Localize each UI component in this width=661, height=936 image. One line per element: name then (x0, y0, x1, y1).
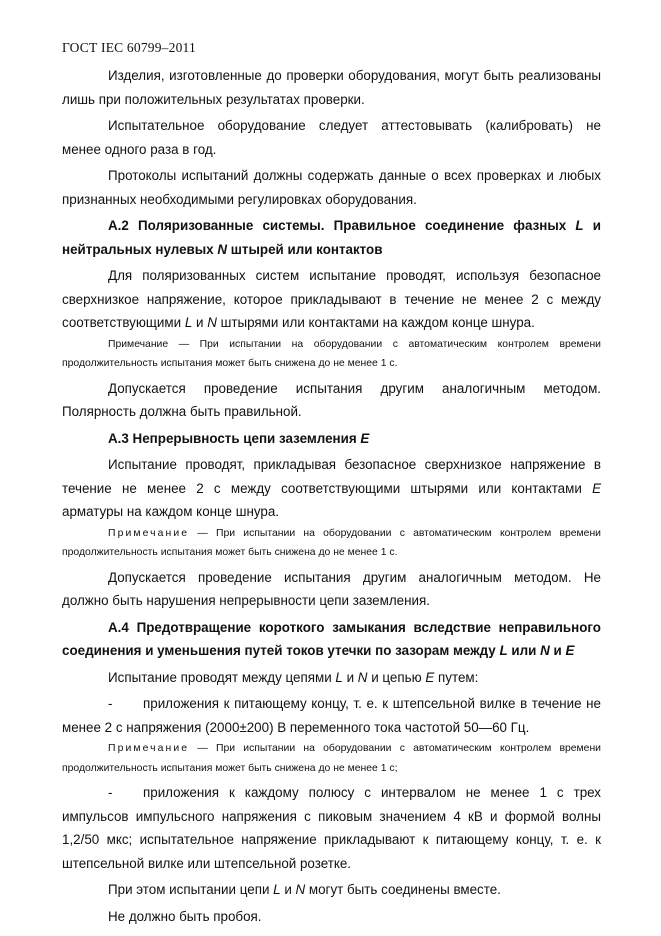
list-line: 1,2/50 мкс; испытательное напряжение прикладывают к питающему концу, т. е. к (62, 832, 601, 847)
note-line: продолжительность испытания может быть снижена до не менее 1 с; (62, 762, 398, 774)
paragraph-short-circuit-test: Испытание проводят между цепями L и N и цепью Е путем: (108, 669, 479, 685)
note-2-continued (62, 543, 601, 563)
list-item-impulse-voltage (62, 781, 601, 875)
text-line: Допускается проведение испытания другим аналогичным методом. Не (108, 569, 601, 585)
list-line: штепсельной вилке или штепсельной розетке. (62, 855, 352, 871)
paragraph-alternative-method-earth (62, 566, 601, 613)
note-2 (62, 524, 601, 544)
text-line: соответствующими L и N штырями или контактами на каждом конце шнура. (62, 315, 535, 330)
note-line: продолжительность испытания может быть снижена до не менее 1 с. (62, 547, 398, 558)
list-line: - приложения к каждому полюсу с интервалом не менее 1 с трех (62, 781, 601, 805)
note-line: Примечание — При испытании на оборудовании с автоматическим контролем времени (108, 527, 601, 539)
list-line: менее 2 с напряжения (2000±200) В переменного тока частотой 50—60 Гц. (62, 719, 530, 735)
note-3 (62, 739, 601, 759)
text-line: признанных необходимыми регулировках оборудования. (62, 191, 417, 207)
text-line: Испытание проводят, прикладывая безопасное сверхнизкое напряжение в (108, 457, 601, 472)
text-line: Протоколы испытаний должны содержать данные о всех проверках и любых (108, 168, 601, 183)
heading-line: соединения и уменьшения путей токов утечки по зазорам между L или N и Е (62, 643, 575, 658)
paragraph-polarized-test (62, 264, 601, 335)
text-line: арматуры на каждом конце шнура. (62, 504, 280, 519)
text-line: должно быть нарушения непрерывности цепи заземления. (62, 593, 430, 608)
text-line: Испытательное оборудование следует аттестовывать (калибровать) не (108, 118, 601, 133)
section-heading-a4 (62, 616, 601, 663)
note-3-continued (62, 759, 601, 779)
text-line: менее одного раза в год. (62, 141, 217, 157)
list-item-ac-voltage (62, 692, 601, 739)
text-line: Изделия, изготовленные до проверки оборудования, могут быть реализованы (108, 68, 601, 83)
document-header: ГОСТ IEC 60799–2011 (62, 40, 196, 55)
note-line: Примечание — При испытании на оборудовании с автоматическим контролем времени (108, 743, 601, 754)
text-line: течение не менее 2 с между соответствующими штырями или контактами Е (62, 480, 601, 496)
list-line: импульсов импульсного напряжения с пиковым значением 4 кВ и формой волны (62, 808, 601, 824)
text-line: лишь при положительных результатах проверки. (62, 91, 365, 107)
paragraph-products-release (62, 64, 601, 111)
text-line: сверхнизкое напряжение, которое прикладывают в течение не менее 2 с между (62, 291, 601, 307)
paragraph-test-protocols (62, 164, 601, 211)
text-line: Допускается проведение испытания другим аналогичным методом. (108, 380, 601, 396)
text-line: Полярность должна быть правильной. (62, 404, 302, 419)
note-1 (62, 335, 601, 355)
note-line: продолжительность испытания может быть снижена до не менее 1 с. (62, 358, 398, 369)
heading-line: А.4 Предотвращение короткого замыкания вследствие неправильного (108, 619, 601, 635)
dash-marker: - (108, 785, 113, 800)
section-heading-a2 (62, 214, 601, 261)
note-1-continued (62, 354, 601, 374)
paragraph-circuits-joined: При этом испытании цепи L и N могут быть соединены вместе. (108, 882, 501, 897)
paragraph-no-breakdown: Не должно быть пробоя. (108, 908, 262, 924)
section-heading-a3: А.3 Непрерывность цепи заземления Е (108, 430, 370, 446)
heading-line: А.2 Поляризованные системы. Правильное соединение фазных L и (108, 218, 601, 233)
paragraph-earth-continuity-test (62, 453, 601, 524)
dash-marker: - (108, 696, 113, 711)
text-line: Для поляризованных систем испытание проводят, используя безопасное (108, 268, 601, 283)
paragraph-equipment-calibration (62, 114, 601, 161)
document-body (62, 64, 601, 928)
note-line: Примечание — При испытании на оборудовании с автоматическим контролем времени (108, 338, 601, 350)
heading-line: нейтральных нулевых N штырей или контактов (62, 241, 383, 257)
list-line: - приложения к питающему концу, т. е. к штепсельной вилке в течение не (62, 692, 601, 716)
paragraph-alternative-method-polarity (62, 377, 601, 424)
